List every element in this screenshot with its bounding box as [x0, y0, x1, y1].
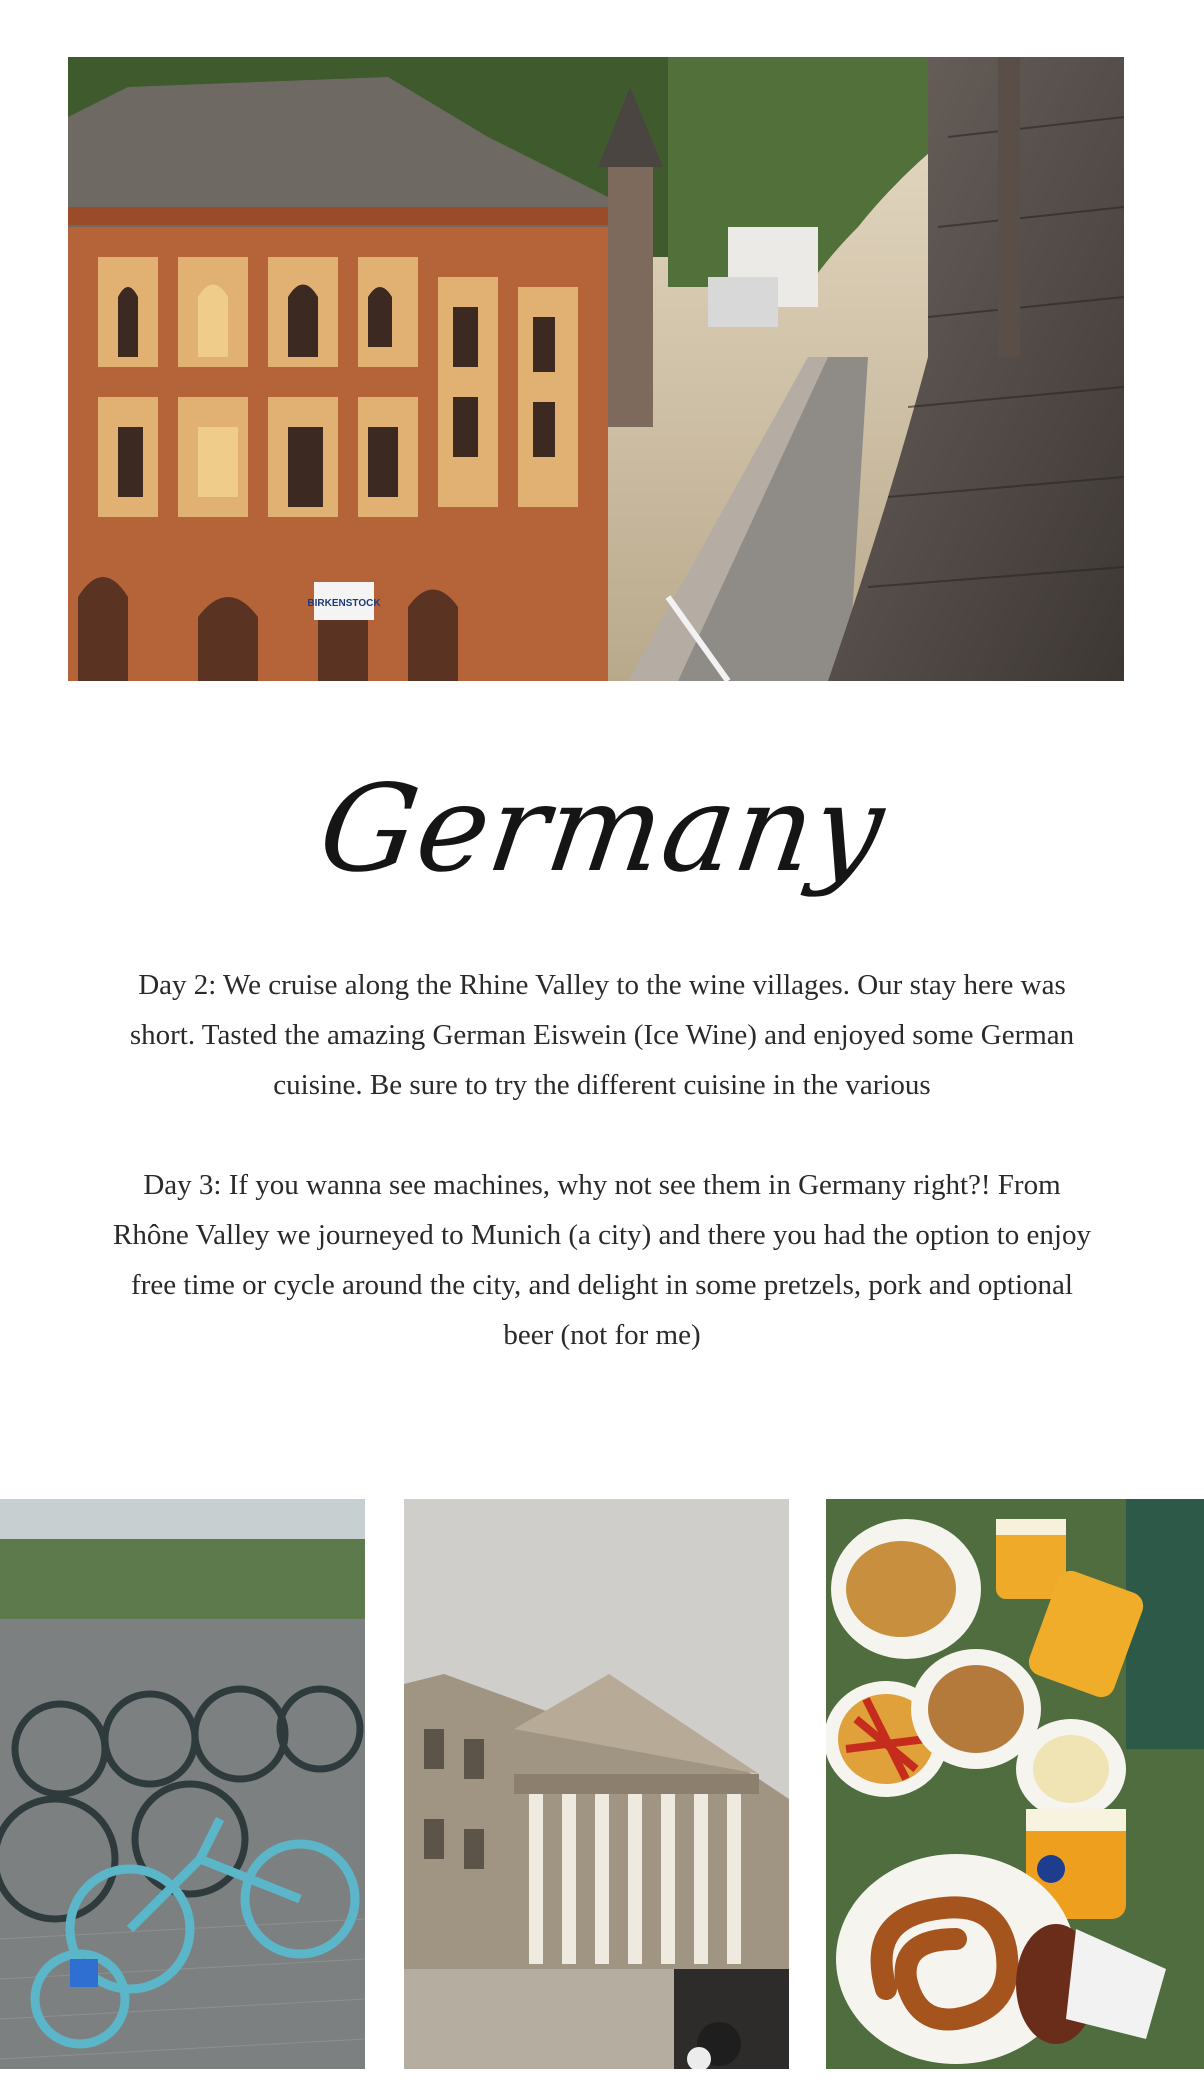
food-and-beer-photo: [826, 1499, 1204, 2069]
day-3-paragraph: Day 3: If you wanna see machines, why not see them in Germany right?! From Rhône Valley we journeyed to Munich (a city) and there you had the option to enjoy free time or cycle around the city, and delight in some pretzels, pork and optional beer (not for me): [113, 1169, 1091, 1351]
bicycles-photo: [0, 1499, 365, 2069]
hero-street-photo: [68, 57, 1124, 681]
page-title: Germany: [311, 760, 893, 899]
hero-sign-text: BIRKENSTOCK: [307, 598, 381, 609]
theater-photo: [404, 1499, 789, 2069]
day-2-paragraph: Day 2: We cruise along the Rhine Valley to the wine villages. Our stay here was short. Tasted the amazing German Eiswein (Ice Wine) and enjoyed some German cuisine. Be sure to try the different cuisine in the various: [129, 969, 1075, 1101]
